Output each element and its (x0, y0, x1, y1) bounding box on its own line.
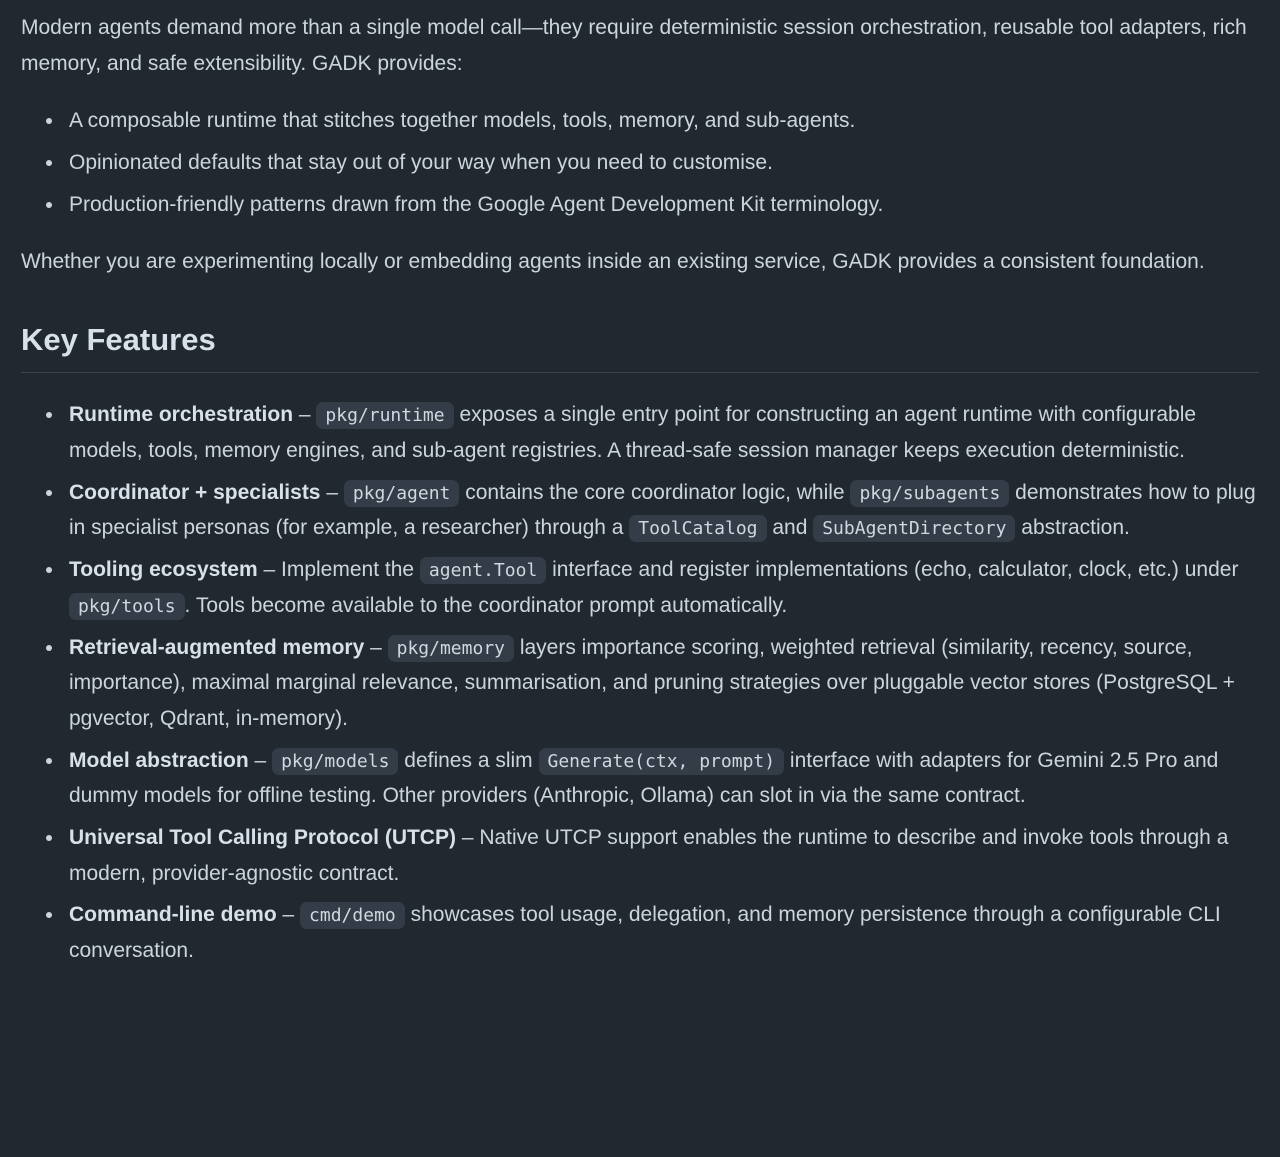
feature-title: Coordinator + specialists (69, 480, 321, 504)
list-item (65, 743, 1259, 814)
feature-text: defines a slim (398, 748, 539, 772)
feature-text: – (364, 635, 388, 659)
feature-text: – (293, 403, 317, 427)
feature-title: Model abstraction (69, 748, 249, 772)
feature-title: Command-line demo (69, 903, 277, 927)
feature-text: – (320, 480, 344, 504)
feature-title: Runtime orchestration (69, 403, 294, 427)
list-item (65, 475, 1259, 546)
feature-text: showcases tool usage, delegation, and memory persistence through a configurable CLI conversation. (69, 903, 1221, 963)
features-list (21, 397, 1259, 968)
feature-title: Universal Tool Calling Protocol (UTCP) (69, 825, 456, 849)
inline-code: SubAgentDirectory (813, 515, 1015, 542)
feature-text: interface with adapters for Gemini 2.5 Pro and dummy models for offline testing. Other providers (Anthropic, Ollama) can slot in via the same contract. (69, 748, 1219, 808)
list-item: • Opinionated defaults that stay out of your way when you need to customise. (65, 145, 1259, 181)
closing-paragraph: Whether you are experimenting locally or embedding agents inside an existing service, GADK provides a consistent foundation. (21, 250, 1205, 274)
feature-text: – (248, 748, 273, 772)
feature-text: – (276, 903, 301, 927)
inline-code: pkg/memory (388, 635, 514, 662)
inline-code: pkg/agent (344, 480, 460, 507)
list-item (65, 397, 1259, 468)
feature-text: abstraction. (1015, 516, 1130, 540)
inline-code: pkg/tools (69, 593, 185, 620)
feature-text: interface and register implementations (echo, calculator, clock, etc.) under (546, 558, 1239, 582)
list-item: • Production-friendly patterns drawn from the Google Agent Development Kit terminology. (65, 187, 1259, 223)
feature-text: contains the core coordinator logic, while (459, 480, 851, 504)
inline-code: pkg/subagents (850, 480, 1009, 507)
inline-code: agent.Tool (420, 557, 546, 584)
inline-code: Generate(ctx, prompt) (539, 748, 785, 775)
feature-text: demonstrates how to plug in specialist personas (for example, a researcher) through a (69, 480, 1256, 540)
feature-text: exposes a single entry point for constructing an agent runtime with configurable models, tools, memory engines, and sub-agent registries. A thread-safe session manager keeps execution deterministic. (69, 403, 1197, 463)
list-item (65, 552, 1259, 623)
intro-list (21, 103, 1259, 222)
feature-text: and (766, 516, 814, 540)
list-item (65, 630, 1259, 737)
inline-code: ToolCatalog (629, 515, 766, 542)
inline-code: pkg/models (272, 748, 398, 775)
list-item: • A composable runtime that stitches together models, tools, memory, and sub-agents. (65, 103, 1259, 139)
feature-text: – Native UTCP support enables the runtime to describe and invoke tools through a modern, provider-agnostic contract. (69, 825, 1229, 885)
section-heading: Key Features (21, 320, 1259, 373)
feature-text: – Implement the (257, 558, 420, 582)
list-item (65, 820, 1259, 891)
feature-text: . Tools become available to the coordinator prompt automatically. (184, 593, 788, 617)
inline-code: pkg/runtime (316, 402, 453, 429)
inline-code: cmd/demo (300, 902, 405, 929)
feature-title: Retrieval-augmented memory (69, 635, 365, 659)
feature-text: layers importance scoring, weighted retrieval (similarity, recency, source, importance), maximal marginal relevance, summarisation, and pruning strategies over pluggable vector stores (PostgreSQL + pgvector, Qdrant, in-memory). (69, 635, 1235, 730)
feature-title: Tooling ecosystem (69, 558, 258, 582)
list-item (65, 897, 1259, 968)
intro-paragraph: Modern agents demand more than a single model call—they require deterministic session orchestration, reusable tool adapters, rich memory, and safe extensibility. GADK provides: (21, 16, 1247, 75)
